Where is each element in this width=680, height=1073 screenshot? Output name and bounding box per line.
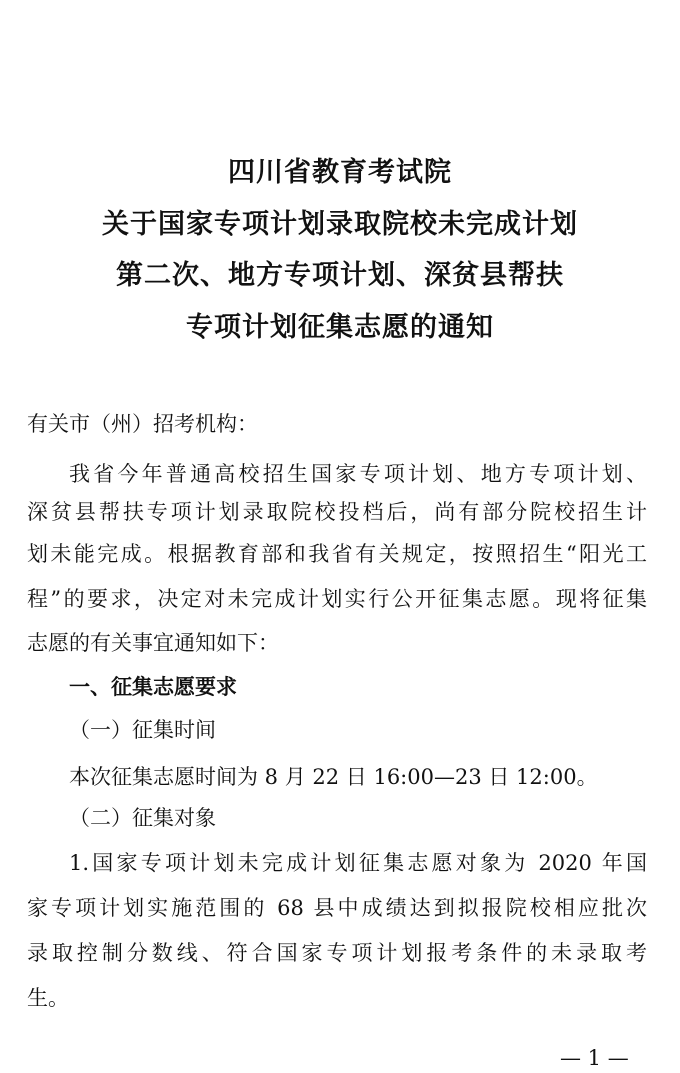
intro-line-4: 程”的要求，决定对未完成计划实行公开征集志愿。现将征集 bbox=[27, 587, 647, 611]
intro-line-2: 深贫县帮扶专项计划录取院校投档后，尚有部分院校招生计 bbox=[27, 500, 647, 524]
section-1-heading: 一、征集志愿要求 bbox=[69, 675, 237, 699]
subsection-1-text: 本次征集志愿时间为 8 月 22 日 16:00—23 日 12:00。 bbox=[69, 765, 598, 789]
title-line-2: 关于国家专项计划录取院校未完成计划 bbox=[102, 209, 578, 240]
subsection-2-heading: （二）征集对象 bbox=[69, 806, 216, 830]
item-1-line-4: 生。 bbox=[27, 986, 69, 1010]
title-line-1: 四川省教育考试院 bbox=[228, 157, 452, 188]
item-1-line-1: 1.国家专项计划未完成计划征集志愿对象为 2020 年国 bbox=[69, 851, 647, 875]
salutation: 有关市（州）招考机构： bbox=[27, 412, 258, 436]
item-1-line-3: 录取控制分数线、符合国家专项计划报考条件的未录取考 bbox=[27, 941, 647, 965]
title-line-4: 专项计划征集志愿的通知 bbox=[186, 312, 494, 343]
title-line-3: 第二次、地方专项计划、深贫县帮扶 bbox=[116, 260, 564, 291]
subsection-1-heading: （一）征集时间 bbox=[69, 718, 216, 742]
intro-line-3: 划未能完成。根据教育部和我省有关规定，按照招生“阳光工 bbox=[27, 542, 647, 566]
intro-line-5: 志愿的有关事宜通知如下： bbox=[27, 631, 279, 655]
page-number: — 1 — bbox=[560, 1046, 629, 1070]
intro-line-1: 我省今年普通高校招生国家专项计划、地方专项计划、 bbox=[69, 462, 647, 486]
item-1-line-2: 家专项计划实施范围的 68 县中成绩达到拟报院校相应批次 bbox=[27, 896, 647, 920]
